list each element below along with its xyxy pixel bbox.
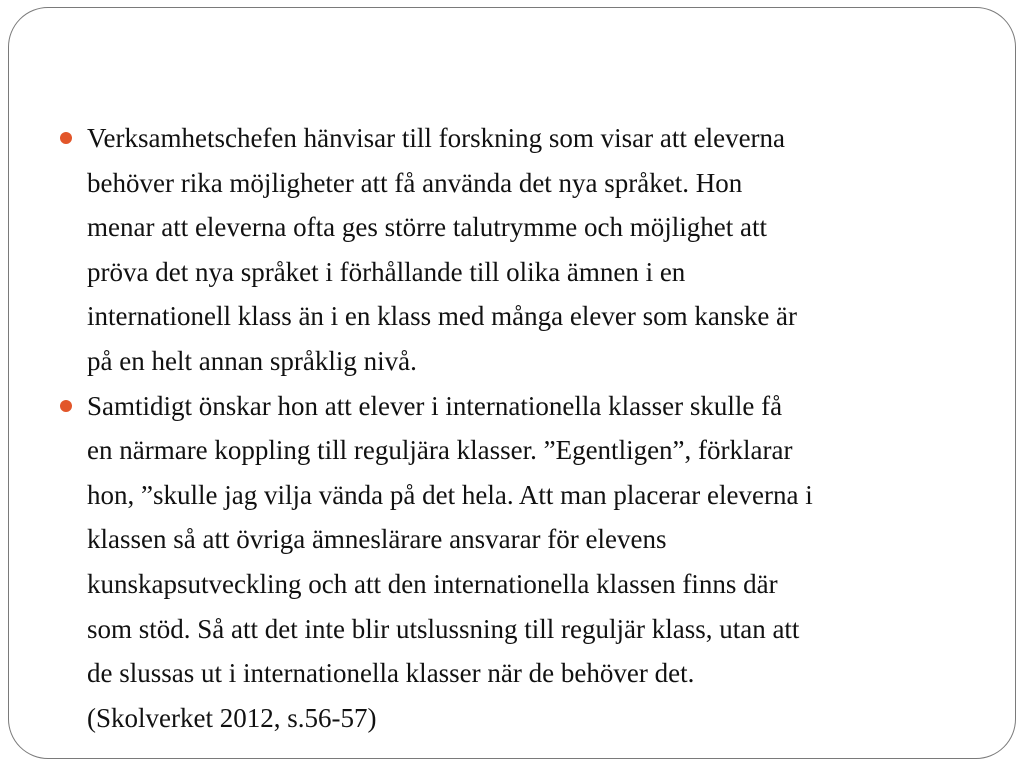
- bullet-dot-icon: [60, 400, 72, 412]
- text-line: de slussas ut i internationella klasser när de behöver det.: [87, 658, 695, 689]
- text-line: pröva det nya språket i förhållande till olika ämnen i en: [87, 256, 686, 287]
- text-line: behöver rika möjligheter att få använda det nya språket. Hon: [87, 167, 743, 198]
- text-line: Samtidigt önskar hon att elever i internationella klasser skulle få: [87, 390, 783, 421]
- text-line: hon, ”skulle jag vilja vända på det hela. Att man placerar eleverna i: [87, 479, 813, 510]
- bullet-dot-icon: [60, 132, 72, 144]
- text-line: kunskapsutveckling och att den internationella klassen finns där: [87, 568, 778, 599]
- text-line: som stöd. Så att det inte blir utslussning till reguljär klass, utan att: [87, 613, 800, 644]
- text-line: klassen så att övriga ämneslärare ansvarar för elevens: [87, 524, 667, 555]
- bullet-text-1: [87, 116, 987, 384]
- text-line: internationell klass än i en klass med många elever som kanske är: [87, 301, 798, 332]
- slide-frame: [8, 7, 1016, 759]
- text-line: på en helt annan språklig nivå.: [87, 345, 417, 376]
- bullet-item-1: [87, 116, 987, 384]
- bullet-text-2: [87, 384, 987, 741]
- bullet-item-2: [87, 384, 987, 741]
- text-line: (Skolverket 2012, s.56-57): [87, 702, 377, 733]
- bullet-list: [87, 116, 987, 740]
- text-line: en närmare koppling till reguljära klasser. ”Egentligen”, förklarar: [87, 435, 793, 466]
- text-line: Verksamhetschefen hänvisar till forskning som visar att eleverna: [87, 123, 786, 153]
- text-line: menar att eleverna ofta ges större talutrymme och möjlighet att: [87, 212, 767, 243]
